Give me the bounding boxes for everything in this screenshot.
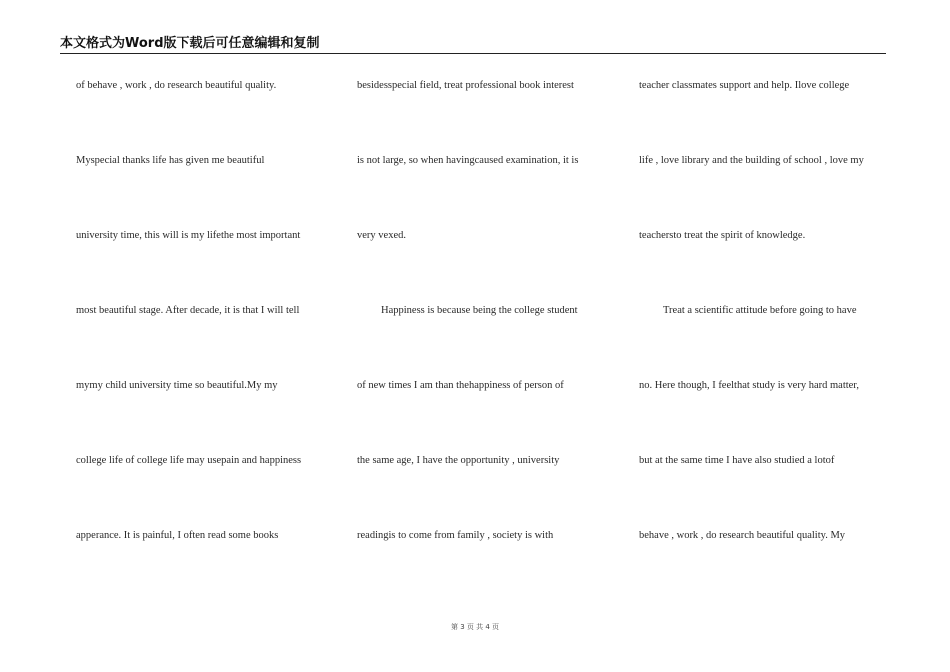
text-line: of behave , work , do research beautiful quality. — [76, 80, 277, 91]
text-line: most beautiful stage. After decade, it is that I will tell — [76, 305, 300, 316]
text-line-paragraph-start: Happiness is because being the college student — [381, 305, 578, 316]
text-line: life , love library and the building of school , love my — [639, 155, 864, 166]
text-line: readingis to come from family , society is with — [357, 530, 554, 541]
text-column-1 — [76, 78, 326, 603]
page-header-title: 本文格式为Word版下载后可任意编辑和复制 — [60, 36, 320, 51]
text-line: but at the same time I have also studied a lotof — [639, 455, 835, 466]
text-column-3 — [639, 78, 889, 603]
text-line: teacher classmates support and help. Ilove college — [639, 80, 850, 91]
text-line: university time, this will is my lifethe most important — [76, 230, 301, 241]
text-line: no. Here though, I feelthat study is very hard matter, — [639, 380, 860, 391]
page-number: 第 3 页 共 4 页 — [450, 623, 500, 631]
text-line: the same age, I have the opportunity , university — [357, 455, 560, 466]
text-line: mymy child university time so beautiful.My my — [76, 380, 278, 391]
text-line-paragraph-start: Treat a scientific attitude before going to have — [663, 305, 857, 316]
text-line: college life of college life may usepain and happiness — [76, 455, 302, 466]
text-line: behave , work , do research beautiful quality. My — [639, 530, 846, 541]
text-line: besidesspecial field, treat professional book interest — [357, 80, 574, 91]
text-line: of new times I am than thehappiness of person of — [357, 380, 564, 391]
text-line: apperance. It is painful, I often read some books — [76, 530, 279, 541]
text-line: is not large, so when havingcaused examination, it is — [357, 155, 579, 166]
text-column-2 — [357, 78, 607, 603]
text-line: very vexed. — [357, 230, 406, 241]
text-line: teachersto treat the spirit of knowledge. — [639, 230, 806, 241]
text-line: Myspecial thanks life has given me beautiful — [76, 155, 265, 166]
